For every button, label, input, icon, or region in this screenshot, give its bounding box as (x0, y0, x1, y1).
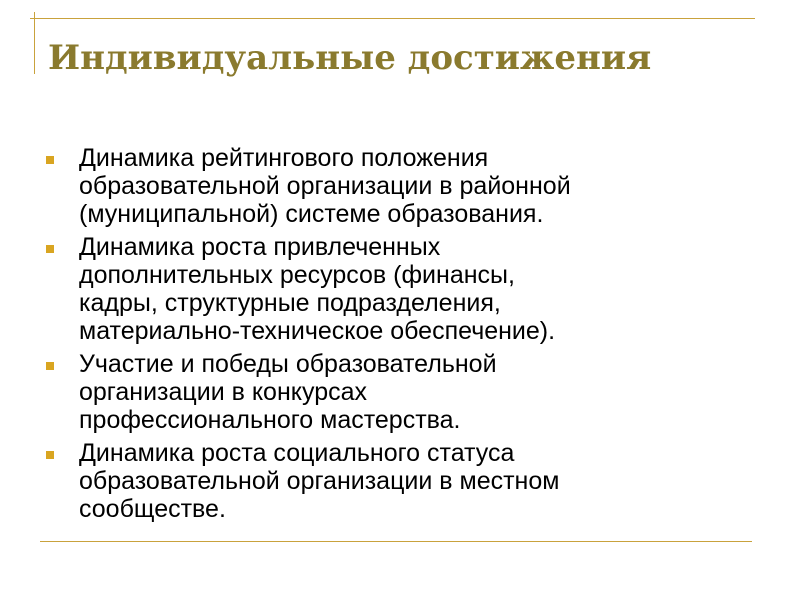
bullet-line: образовательной организации в районной (79, 172, 571, 200)
bottom-divider (40, 541, 752, 542)
bullet-line: образовательной организации в местном (79, 467, 560, 495)
bullet-line: профессионального мастерства. (79, 406, 461, 434)
left-accent-line (34, 12, 35, 74)
bullet-line: (муниципальной) системе образования. (79, 200, 544, 228)
bullet-line: материально-техническое обеспечение). (79, 317, 556, 345)
bullet-item (46, 350, 766, 434)
bullet-line: кадры, структурные подразделения, (79, 289, 501, 317)
bullet-item (46, 233, 766, 345)
slide-title: Индивидуальные достижения (48, 38, 652, 78)
bullet-line: сообществе. (79, 495, 226, 523)
bullet-line: Участие и победы образовательной (79, 350, 497, 378)
bullet-line: Динамика рейтингового положения (79, 144, 489, 172)
bullet-line: Динамика роста привлеченных (79, 233, 441, 261)
bullet-item (46, 144, 766, 228)
bullet-list (46, 144, 766, 528)
bullet-item (46, 439, 766, 523)
square-bullet-icon (46, 156, 54, 164)
bullet-line: организации в конкурсах (79, 378, 368, 406)
square-bullet-icon (46, 245, 54, 253)
square-bullet-icon (46, 451, 54, 459)
top-divider (30, 18, 755, 19)
bullet-line: дополнительных ресурсов (финансы, (79, 261, 515, 289)
bullet-line: Динамика роста социального статуса (79, 439, 515, 467)
square-bullet-icon (46, 362, 54, 370)
